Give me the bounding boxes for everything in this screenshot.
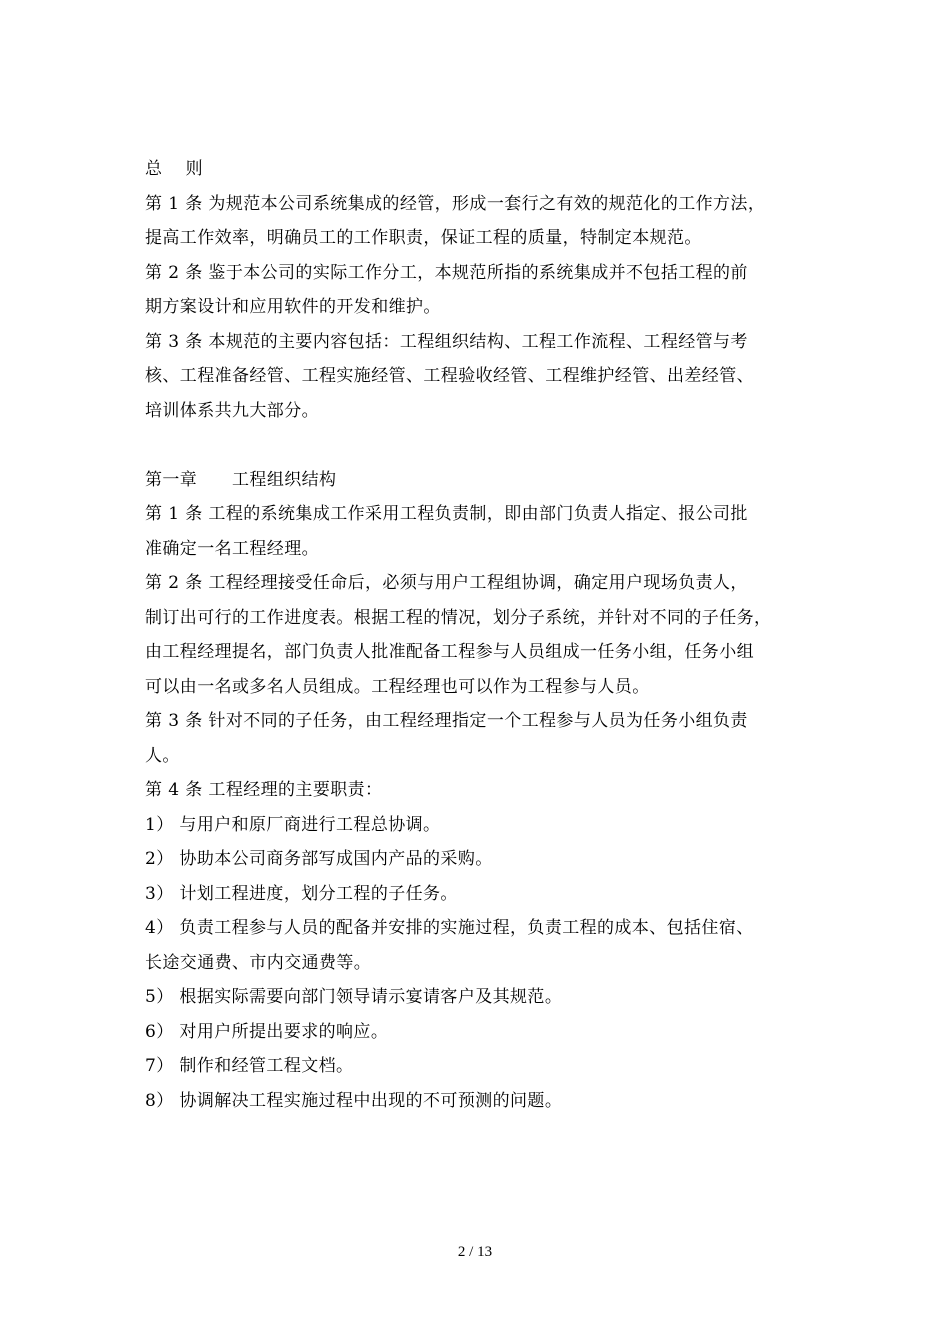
line-text: 第 1 条 为规范本公司系统集成的经管，形成一套行之有效的规范化的工作方法， (145, 193, 766, 214)
paragraph-line: 第 1 条 工程的系统集成工作采用工程负责制，即由部门负责人指定、报公司批 (145, 504, 748, 524)
chapter-heading: 第一章 工程组织结构 (145, 469, 337, 490)
paragraph-line: 核、工程准备经管、工程实施经管、工程验收经管、工程维护经管、出差经管、 (145, 366, 754, 386)
spacer (145, 428, 810, 463)
paragraph-line: 第 3 条 本规范的主要内容包括：工程组织结构、工程工作流程、工程经管与考 (145, 331, 748, 352)
paragraph-line: 人。 (145, 745, 180, 766)
list-item: 长途交通费、市内交通费等。 (145, 952, 372, 973)
paragraph-line: 第 4 条 工程经理的主要职责： (145, 780, 383, 800)
page-indicator: 2 / 13 (457, 1244, 493, 1260)
section-heading-general: 总 则 (145, 159, 204, 179)
paragraph-line: 培训体系共九大部分。 (145, 400, 319, 421)
paragraph-line: 可以由一名或多名人员组成。工程经理也可以作为工程参与人员。 (145, 676, 650, 697)
list-item: 1） 与用户和原厂商进行工程总协调。 (145, 814, 441, 835)
document-body (145, 152, 810, 1118)
list-item: 6） 对用户所提出要求的响应。 (145, 1021, 389, 1042)
paragraph-line: 第 2 条 鉴于本公司的实际工作分工，本规范所指的系统集成并不包括工程的前 (145, 262, 748, 283)
paragraph-line: 期方案设计和应用软件的开发和维护。 (145, 297, 441, 317)
paragraph-line: 由工程经理提名，部门负责人批准配备工程参与人员组成一任务小组，任务小组 (145, 642, 754, 662)
list-item: 5） 根据实际需要向部门领导请示宴请客户及其规范。 (145, 987, 563, 1007)
list-item: 3） 计划工程进度，划分工程的子任务。 (145, 883, 458, 904)
list-item: 2） 协助本公司商务部写成国内产品的采购。 (145, 849, 493, 869)
paragraph-line: 准确定一名工程经理。 (145, 538, 319, 559)
paragraph-line: 提高工作效率，明确员工的工作职责，保证工程的质量，特制定本规范。 (145, 228, 702, 248)
list-item: 7） 制作和经管工程文档。 (145, 1056, 354, 1076)
paragraph-line (145, 187, 810, 222)
paragraph-line: 第 3 条 针对不同的子任务，由工程经理指定一个工程参与人员为任务小组负责 (145, 711, 748, 731)
paragraph-line: 第 2 条 工程经理接受任命后，必须与用户工程组协调，确定用户现场负责人， (145, 573, 748, 593)
list-item: 8） 协调解决工程实施过程中出现的不可预测的问题。 (145, 1090, 563, 1111)
paragraph-line: 制订出可行的工作进度表。根据工程的情况，划分子系统，并针对不同的子任务， (145, 607, 772, 628)
list-item: 4） 负责工程参与人员的配备并安排的实施过程，负责工程的成本、包括住宿、 (145, 918, 754, 938)
